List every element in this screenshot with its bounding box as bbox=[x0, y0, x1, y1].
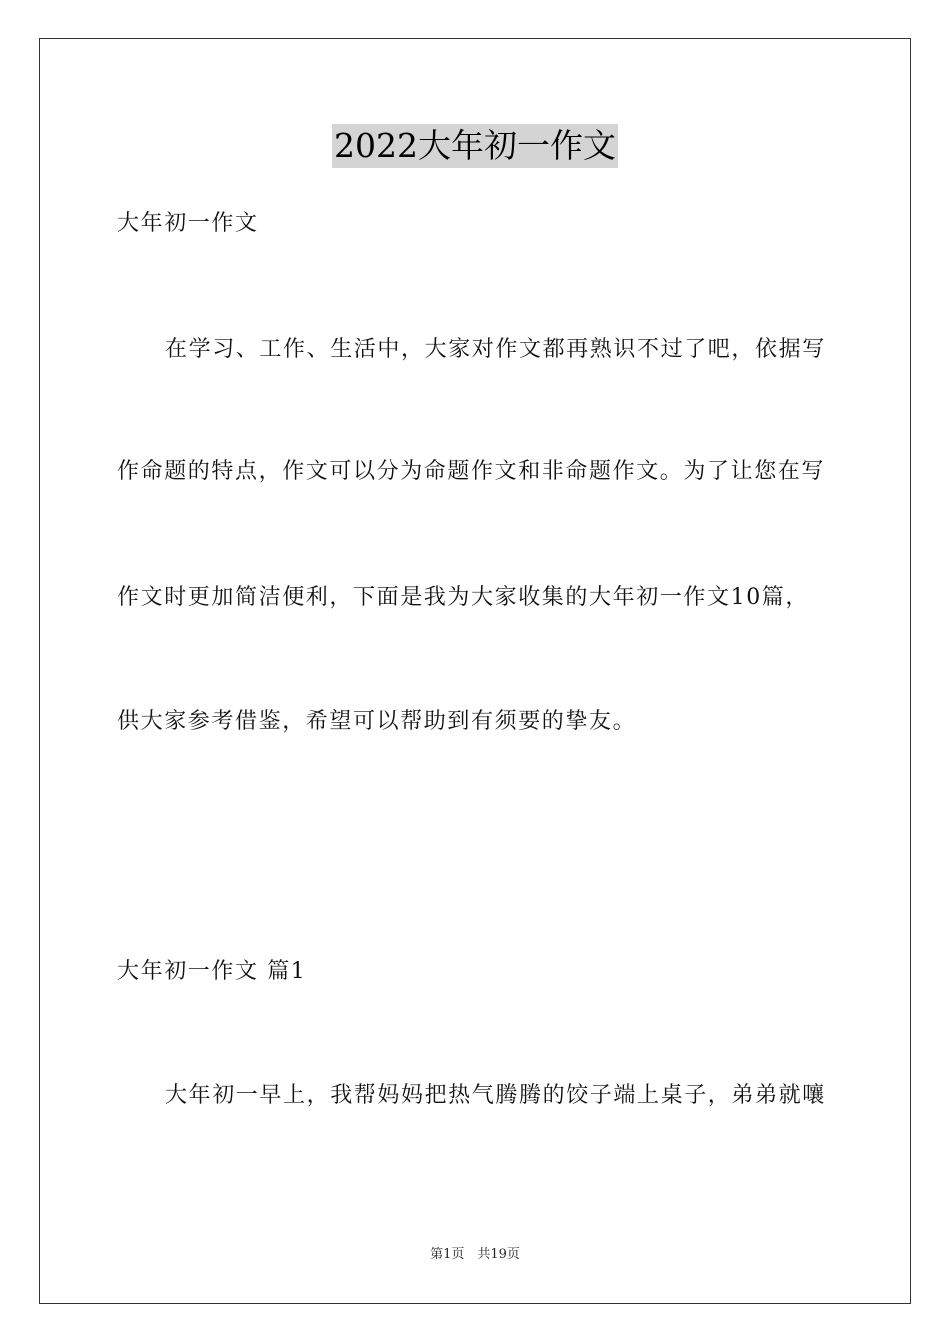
paragraph-line: 作文时更加简洁便利，下面是我为大家收集的大年初一作文10篇， bbox=[117, 585, 809, 610]
document-title: 2022大年初一作文 bbox=[332, 124, 618, 168]
page-footer: 第1页 共19页 bbox=[430, 1247, 520, 1262]
paragraph-line: 在学习、工作、生活中，大家对作文都再熟识不过了吧，依据写 bbox=[165, 337, 826, 362]
paragraph-line: 供大家参考借鉴，希望可以帮助到有须要的挚友。 bbox=[117, 709, 637, 734]
document-subtitle: 大年初一作文 bbox=[117, 211, 259, 236]
section-heading: 大年初一作文 篇1 bbox=[117, 959, 307, 984]
title-container bbox=[0, 124, 950, 168]
paragraph-line: 作命题的特点，作文可以分为命题作文和非命题作文。为了让您在写 bbox=[117, 459, 826, 484]
paragraph-line: 大年初一早上，我帮妈妈把热气腾腾的饺子端上桌子，弟弟就嚷 bbox=[165, 1083, 826, 1108]
